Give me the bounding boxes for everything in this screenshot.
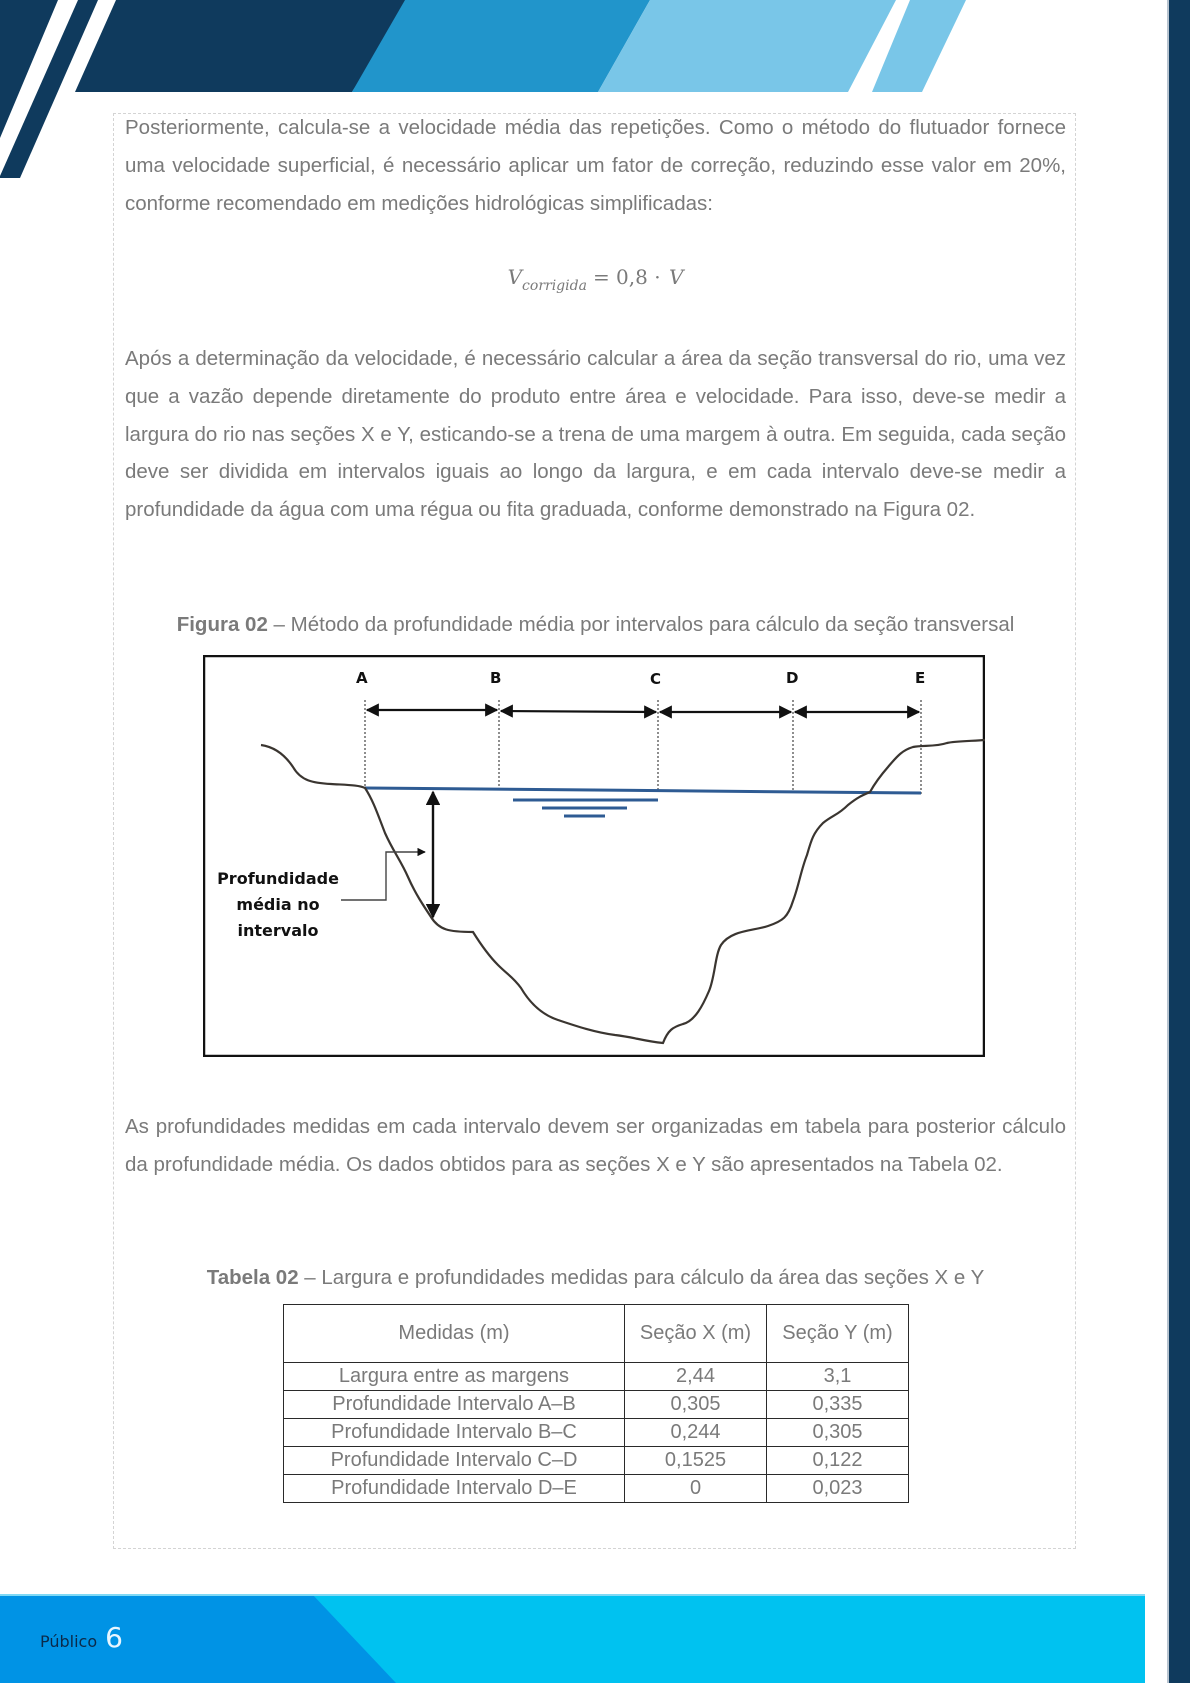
table-row [284,1391,909,1419]
footer-text [40,1620,123,1656]
measurements-table [283,1304,909,1503]
table-caption-label: Tabela 02 [206,1266,299,1289]
header-section-y: Seção Y (m) [767,1305,909,1363]
cell-measure: Largura entre as margens [284,1363,625,1391]
point-label-c: C [650,670,662,688]
figure-caption [125,613,1066,637]
depth-note [208,866,348,944]
header-navy-block [75,0,410,92]
header-light-blue-block [598,0,896,92]
figure-frame [204,656,984,1056]
cell-section-x: 0,244 [625,1419,767,1447]
cell-section-x: 0 [625,1475,767,1503]
depth-note-line-2: média no [236,895,320,914]
point-label-d: D [786,669,799,687]
footer-top-edge [0,1594,1145,1596]
point-label-e: E [915,669,926,687]
formula-corrected-velocity [125,262,1066,301]
figure-caption-text: – Método da profundidade média por intervalos para cálculo da seção transversal [267,613,1015,636]
depth-note-line-3: intervalo [237,921,319,940]
cell-measure: Profundidade Intervalo D–E [284,1475,625,1503]
cell-section-y: 0,023 [767,1475,909,1503]
formula-subscript: corrigida [522,278,587,294]
cell-section-y: 0,305 [767,1419,909,1447]
paragraph-depth-table: As profundidades medidas em cada intervalo devem ser organizadas em tabela para posterior cálculo da profundidade média. Os dados obtidos para as seções X e Y são apresentados na Tabela 02. [125,1115,1066,1176]
cell-section-y: 3,1 [767,1363,909,1391]
cell-section-x: 2,44 [625,1363,767,1391]
arrow-b-c [501,711,656,712]
cell-measure: Profundidade Intervalo A–B [284,1391,625,1419]
table-header-row [284,1305,909,1363]
cell-measure: Profundidade Intervalo C–D [284,1447,625,1475]
page-number: 6 [105,1621,123,1654]
figure-caption-label: Figura 02 [176,613,268,636]
classification-label: Público [40,1632,98,1651]
cell-section-y: 0,335 [767,1391,909,1419]
figure-cross-section-diagram [203,655,985,1057]
table-caption [125,1266,1066,1290]
table-row [284,1419,909,1447]
cell-section-x: 0,305 [625,1391,767,1419]
point-label-a: A [356,669,368,687]
table-row [284,1475,909,1503]
depth-note-line-1: Profundidade [217,869,339,888]
header-measures: Medidas (m) [284,1305,625,1363]
paragraph-cross-section: Após a determinação da velocidade, é necessário calcular a área da seção transversal do rio, uma vez que a vazão depende diretamente do produto entre área e velocidade. Para isso, deve-se medir a largura do rio nas seções X e Y, esticando-se a trena de uma margem à outra. Em seguida, cada seção deve ser dividida em intervalos iguais ao longo da largura, e em cada intervalo deve-se medir a profundidade da água com uma régua ou fita graduada, conforme demonstrado na Figura 02. [125,347,1066,522]
formula-var: V [668,265,684,289]
right-edge-bar [1167,0,1190,1683]
cell-section-x: 0,1525 [625,1447,767,1475]
footer-band [0,1594,1145,1683]
formula-lhs: V [507,265,523,289]
point-label-b: B [490,669,502,687]
formula-rhs: = 0,8 · [592,265,667,289]
paragraph-velocity-correction: Posteriormente, calcula-se a velocidade média das repetições. Como o método do flutuador fornece uma velocidade superficial, é necessário aplicar um fator de correção, reduzindo esse valor em 20%, conforme recomendado em medições hidrológicas simplificadas: [125,116,1066,215]
table-caption-text: – Largura e profundidades medidas para cálculo da área das seções X e Y [298,1266,985,1289]
cell-measure: Profundidade Intervalo B–C [284,1419,625,1447]
header-section-x: Seção X (m) [625,1305,767,1363]
table-row [284,1363,909,1391]
table-row [284,1447,909,1475]
cell-section-y: 0,122 [767,1447,909,1475]
